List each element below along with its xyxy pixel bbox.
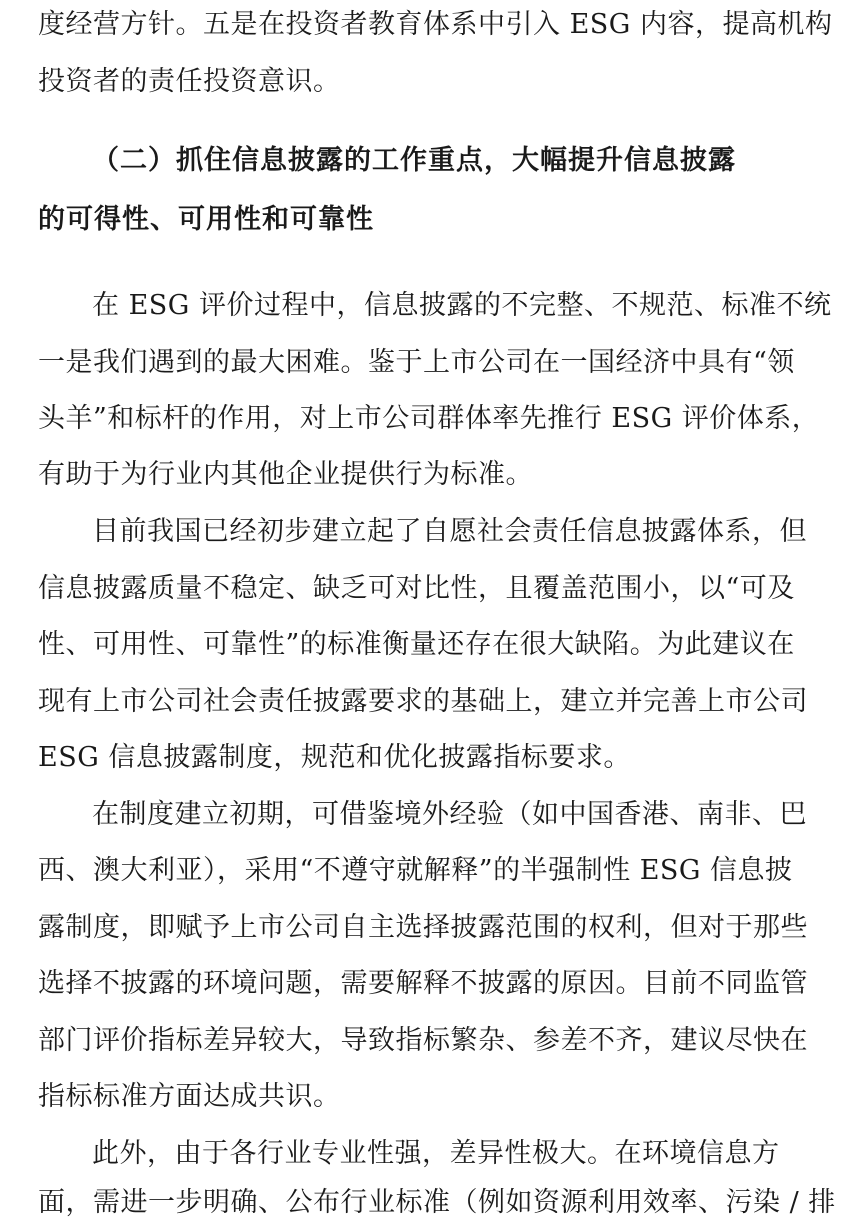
paragraph-line: 一是我们遇到的最大困难。鉴于上市公司在一国经济中具有“领 (38, 347, 795, 378)
paragraph-line: 此外，由于各行业专业性强，差异性极大。在环境信息方 (92, 1138, 780, 1169)
paragraph-line: 头羊”和标杆的作用，对上市公司群体率先推行 ESG 评价体系， (38, 403, 820, 434)
paragraph-line: 面，需进一步明确、公布行业标准（例如资源利用效率、污染 / 排 (38, 1187, 836, 1218)
section-heading-line: （二）抓住信息披露的工作重点，大幅提升信息披露 (92, 145, 736, 176)
paragraph-line: 在 ESG 评价过程中，信息披露的不完整、不规范、标准不统 (92, 290, 832, 321)
paragraph-line: 指标标准方面达成共识。 (38, 1081, 341, 1112)
paragraph-line: 投资者的责任投资意识。 (38, 66, 341, 97)
paragraph-line: 选择不披露的环境问题，需要解释不披露的原因。目前不同监管 (38, 968, 808, 999)
paragraph-line: 西、澳大利亚），采用“不遵守就解释”的半强制性 ESG 信息披 (38, 855, 793, 886)
paragraph-line: ESG 信息披露制度，规范和优化披露指标要求。 (38, 742, 631, 773)
section-heading-line: 的可得性、可用性和可靠性 (38, 204, 374, 235)
paragraph-line: 现有上市公司社会责任披露要求的基础上，建立并完善上市公司 (38, 686, 808, 717)
paragraph-line: 露制度，即赋予上市公司自主选择披露范围的权利，但对于那些 (38, 912, 808, 943)
paragraph-line: 部门评价指标差异较大，导致指标繁杂、参差不齐，建议尽快在 (38, 1025, 808, 1056)
paragraph-line: 度经营方针。五是在投资者教育体系中引入 ESG 内容，提高机构 (38, 9, 833, 40)
paragraph-line: 有助于为行业内其他企业提供行为标准。 (38, 459, 533, 490)
paragraph-line: 在制度建立初期，可借鉴境外经验（如中国香港、南非、巴 (92, 799, 807, 830)
paragraph-line: 信息披露质量不稳定、缺乏可对比性，且覆盖范围小，以“可及 (38, 573, 795, 604)
paragraph-line: 性、可用性、可靠性”的标准衡量还存在很大缺陷。为此建议在 (38, 629, 795, 660)
paragraph-line: 目前我国已经初步建立起了自愿社会责任信息披露体系，但 (92, 516, 807, 547)
